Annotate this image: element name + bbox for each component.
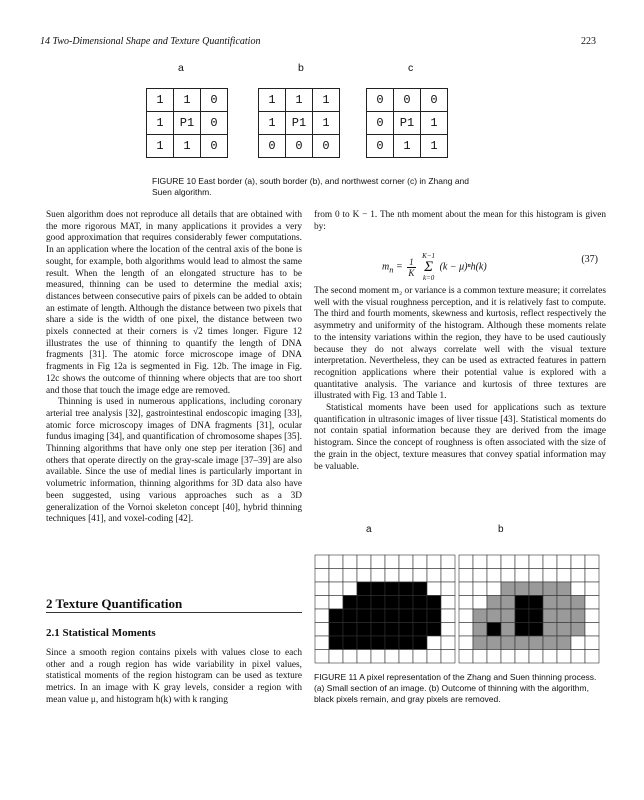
grid-cell: 0 <box>286 135 313 158</box>
pixel-cell <box>473 609 487 623</box>
pixel-cell <box>427 596 441 610</box>
pixel-cell <box>557 596 571 610</box>
pixel-cell <box>557 623 571 637</box>
pixel-cell <box>357 623 371 637</box>
pixel-cell <box>371 623 385 637</box>
pixel-cell <box>371 650 385 664</box>
pixel-cell <box>385 609 399 623</box>
pixel-cell <box>343 636 357 650</box>
pixel-cell <box>441 569 455 583</box>
pixel-cell <box>357 569 371 583</box>
equation-number: (37) <box>581 254 598 265</box>
pixel-cell <box>543 636 557 650</box>
pixel-cell <box>473 623 487 637</box>
grid-cell: 1 <box>174 135 201 158</box>
pixel-cell <box>413 623 427 637</box>
pixel-cell <box>473 555 487 569</box>
pixel-cell <box>385 596 399 610</box>
pixel-cell <box>385 636 399 650</box>
pixel-cell <box>501 569 515 583</box>
paragraph: from 0 to K − 1. The nth moment about the mean for this histogram is given by: <box>314 210 606 232</box>
pixel-cell <box>315 569 329 583</box>
grid-cell: 0 <box>313 135 340 158</box>
pixel-cell <box>427 555 441 569</box>
grid-cell: P1 <box>174 112 201 135</box>
pixel-cell <box>427 569 441 583</box>
pixel-cell <box>459 596 473 610</box>
pixel-cell <box>515 582 529 596</box>
left-column <box>46 210 302 526</box>
pixel-cell <box>515 555 529 569</box>
pixel-cell <box>399 609 413 623</box>
grid-cell: 1 <box>147 135 174 158</box>
pixel-cell <box>315 609 329 623</box>
grid-cell: 0 <box>201 89 228 112</box>
page-number: 223 <box>581 36 596 47</box>
pixel-cell <box>315 596 329 610</box>
equation-37: $m_n$ = $\frac{1}{K} K-1$ Σ k=0 (k − μ)ⁿh(k) (37) <box>382 252 598 282</box>
pixel-cell <box>487 582 501 596</box>
pixel-cell <box>371 569 385 583</box>
pixel-cell <box>427 582 441 596</box>
pixel-cell <box>357 596 371 610</box>
pixel-cell <box>557 636 571 650</box>
grid-cell: P1 <box>286 112 313 135</box>
pixel-cell <box>441 636 455 650</box>
section-body: Since a smooth region contains pixels with values close to each other and a rough region has wide variability in pixel values, statistical moments of the region histogram can be used as texture metrics. In an image with K gray levels, consider a region with mean value μ, and histogram h(k) with k ranging <box>46 648 302 705</box>
pixel-cell <box>529 609 543 623</box>
grid-cell: P1 <box>394 112 421 135</box>
pixel-cell <box>315 636 329 650</box>
pixel-cell <box>529 623 543 637</box>
pixel-cell <box>515 609 529 623</box>
pixel-cell <box>515 623 529 637</box>
pixel-cell <box>557 555 571 569</box>
pixel-cell <box>515 569 529 583</box>
figure-11b-pixel-grid <box>458 554 600 664</box>
pixel-cell <box>501 596 515 610</box>
paragraph: Statistical moments have been used for applications such as texture quantification in ultrasonic images of liver tissue [43]. Statistical moments do not contain spatial information because they are derived from the image histogram. Since the concept of roughness is often associated with the size of the grain in the object, texture measures that convey spatial information may be valuable. <box>314 403 606 472</box>
pixel-cell <box>529 596 543 610</box>
pixel-cell <box>529 650 543 664</box>
pixel-cell <box>501 609 515 623</box>
pixel-cell <box>413 596 427 610</box>
pixel-cell <box>571 609 585 623</box>
pixel-cell <box>357 650 371 664</box>
pixel-cell <box>585 555 599 569</box>
pixel-cell <box>459 636 473 650</box>
paragraph: Thinning is used in numerous applications, including coronary arterial tree analysis [32], gastrointestinal endoscopic imaging [33], atomic force microscopy images of DNA fragments [31], ocular fundus imaging [34], and quantification of chromosome shapes [35]. Thinning algorithms that have only one step per iteration [36] and others that operate directly on the gray-scale image [37–39] are also available. Since the use of medial lines is particularly important in volumetric information, thinning algorithms for 3D data also have been suggested, using various approaches such as a 3D generalization of the Vornoi skeleton concept [40], hybrid thinning techniques [41], and voxel-coding [42]. <box>46 397 302 525</box>
grid-cell: 1 <box>421 112 448 135</box>
pixel-cell <box>385 650 399 664</box>
pixel-cell <box>329 596 343 610</box>
eq-sub: n <box>389 265 394 275</box>
figure-11-label-b: b <box>498 524 504 535</box>
pixel-cell <box>371 582 385 596</box>
pixel-cell <box>399 623 413 637</box>
figure-10-label-c: c <box>408 62 414 74</box>
pixel-cell <box>329 569 343 583</box>
pixel-cell <box>459 569 473 583</box>
figure-10-caption: FIGURE 10 East border (a), south border (b), and northwest corner (c) in Zhang and Suen algorithm. <box>152 176 470 197</box>
grid-cell: 0 <box>367 112 394 135</box>
pixel-cell <box>343 582 357 596</box>
pixel-cell <box>315 650 329 664</box>
pixel-cell <box>585 636 599 650</box>
grid-cell: 1 <box>174 89 201 112</box>
pixel-cell <box>371 636 385 650</box>
pixel-cell <box>399 636 413 650</box>
figure-11-label-a: a <box>366 524 372 535</box>
pixel-cell <box>487 636 501 650</box>
pixel-cell <box>371 609 385 623</box>
pixel-cell <box>357 582 371 596</box>
pixel-cell <box>571 650 585 664</box>
grid-south-border <box>258 88 340 158</box>
grid-cell: 1 <box>313 89 340 112</box>
grid-cell: 1 <box>147 89 174 112</box>
pixel-cell <box>399 582 413 596</box>
grid-cell: 0 <box>367 135 394 158</box>
pixel-cell <box>343 596 357 610</box>
pixel-cell <box>585 569 599 583</box>
pixel-cell <box>515 636 529 650</box>
grid-east-border <box>146 88 228 158</box>
pixel-cell <box>315 623 329 637</box>
pixel-cell <box>501 582 515 596</box>
pixel-cell <box>585 596 599 610</box>
pixel-cell <box>329 582 343 596</box>
pixel-cell <box>315 582 329 596</box>
grid-cell: 0 <box>259 135 286 158</box>
pixel-cell <box>459 609 473 623</box>
pixel-cell <box>343 569 357 583</box>
pixel-cell <box>329 623 343 637</box>
pixel-cell <box>487 650 501 664</box>
pixel-cell <box>343 623 357 637</box>
section-rule <box>46 612 302 613</box>
pixel-cell <box>473 582 487 596</box>
pixel-cell <box>571 582 585 596</box>
pixel-cell <box>343 555 357 569</box>
grid-cell: 0 <box>201 112 228 135</box>
pixel-cell <box>357 555 371 569</box>
eq-lhs: m <box>382 261 390 273</box>
section-heading: 2 Texture Quantification <box>46 596 183 611</box>
grid-cell: 1 <box>394 135 421 158</box>
pixel-cell <box>427 609 441 623</box>
pixel-cell <box>543 569 557 583</box>
pixel-cell <box>501 555 515 569</box>
figure-10-label-a: a <box>178 62 184 74</box>
pixel-cell <box>427 623 441 637</box>
pixel-cell <box>557 609 571 623</box>
pixel-cell <box>329 636 343 650</box>
pixel-cell <box>329 650 343 664</box>
pixel-cell <box>571 623 585 637</box>
pixel-cell <box>413 650 427 664</box>
pixel-cell <box>487 596 501 610</box>
pixel-cell <box>557 569 571 583</box>
pixel-cell <box>399 569 413 583</box>
pixel-cell <box>343 650 357 664</box>
pixel-cell <box>543 623 557 637</box>
pixel-cell <box>371 596 385 610</box>
pixel-cell <box>413 555 427 569</box>
pixel-cell <box>399 555 413 569</box>
grid-northwest-corner <box>366 88 448 158</box>
pixel-cell <box>427 636 441 650</box>
right-column-intro <box>314 210 606 233</box>
pixel-cell <box>413 609 427 623</box>
pixel-cell <box>427 650 441 664</box>
pixel-cell <box>357 636 371 650</box>
pixel-cell <box>399 650 413 664</box>
pixel-cell <box>529 555 543 569</box>
pixel-cell <box>357 609 371 623</box>
pixel-cell <box>515 596 529 610</box>
pixel-cell <box>571 555 585 569</box>
pixel-cell <box>571 596 585 610</box>
grid-cell: 0 <box>394 89 421 112</box>
pixel-cell <box>571 636 585 650</box>
pixel-cell <box>385 582 399 596</box>
pixel-cell <box>441 609 455 623</box>
pixel-cell <box>329 609 343 623</box>
pixel-cell <box>585 582 599 596</box>
pixel-cell <box>473 569 487 583</box>
pixel-cell <box>441 582 455 596</box>
pixel-cell <box>413 636 427 650</box>
pixel-cell <box>413 569 427 583</box>
pixel-cell <box>515 650 529 664</box>
figure-10-label-b: b <box>298 62 304 74</box>
pixel-cell <box>543 609 557 623</box>
pixel-cell <box>441 555 455 569</box>
paragraph: The second moment m₂ or variance is a common texture measure; it correlates well with the visual roughness perception, and it is relatively fast to compute. The third and fourth moments, skewness and kurtosis, reflect respectively the asymmetry and uniformity of the histogram. Although these moments relate to the intensity variations within the region, they have to be used cautiously because they do not always correlate well with the visual texture interpretation. Nevertheless, they can be used as extracted features in pattern recognition applications where their potential value is explored with a quantitative analysis. The variance and kurtosis of three textures are illustrated with Fig. 13 and Table 1. <box>314 286 606 402</box>
running-head <box>40 36 596 47</box>
pixel-cell <box>501 650 515 664</box>
pixel-cell <box>501 623 515 637</box>
pixel-cell <box>543 650 557 664</box>
pixel-cell <box>385 569 399 583</box>
grid-cell: 1 <box>259 89 286 112</box>
pixel-cell <box>441 650 455 664</box>
pixel-cell <box>585 623 599 637</box>
grid-cell: 1 <box>421 135 448 158</box>
grid-cell: 1 <box>147 112 174 135</box>
pixel-cell <box>557 582 571 596</box>
pixel-cell <box>473 596 487 610</box>
grid-cell: 1 <box>313 112 340 135</box>
pixel-cell <box>343 609 357 623</box>
pixel-cell <box>459 582 473 596</box>
pixel-cell <box>571 569 585 583</box>
pixel-cell <box>399 596 413 610</box>
pixel-cell <box>543 555 557 569</box>
eq-rhs: (k − μ)ⁿh(k) <box>439 261 487 273</box>
grid-cell: 1 <box>286 89 313 112</box>
grid-cell: 1 <box>259 112 286 135</box>
pixel-cell <box>459 623 473 637</box>
pixel-cell <box>385 555 399 569</box>
pixel-cell <box>459 555 473 569</box>
grid-cell: 0 <box>201 135 228 158</box>
grid-cell: 0 <box>367 89 394 112</box>
pixel-cell <box>385 623 399 637</box>
pixel-cell <box>543 596 557 610</box>
eq-sum-top: K−1 <box>422 252 436 260</box>
pixel-cell <box>441 596 455 610</box>
pixel-cell <box>473 636 487 650</box>
pixel-cell <box>371 555 385 569</box>
chapter-title: 14 Two-Dimensional Shape and Texture Quantification <box>40 36 261 47</box>
pixel-cell <box>315 555 329 569</box>
figure-11-caption: FIGURE 11 A pixel representation of the Zhang and Suen thinning process. (a) Small section of an image. (b) Outcome of thinning with the algorithm, black pixels remain, and gray pixels are removed. <box>314 672 597 704</box>
pixel-cell <box>441 623 455 637</box>
paragraph: Suen algorithm does not reproduce all details that are obtained with the more rigorous MAT, in many applications it provides a very good approximation that requires considerably fewer computations. In an application where the location of the central axis of the bone is sought, for example, both algorithms would lead to almost the same result. When the length of an elongated structure has to be measured, thinning can be used to determine the medial axis; distances between consecutive pairs of pixels can be added to obtain an estimate of length. Although the distance between two pixels that share a side is the width of one pixel, the distance between two pixels connected at their corners is √2 times longer. Figure 12 illustrates the use of thinning to quantify the length of DNA fragments [31]. The atomic force microscope image of DNA fragments in Fig 12a is segmented in Fig. 12b. The image in Fig. 12c shows the outcome of thinning where objects that are too short and those that touch the image edge are removed. <box>46 210 302 396</box>
pixel-cell <box>487 555 501 569</box>
pixel-cell <box>585 609 599 623</box>
eq-num: 1 <box>409 256 414 267</box>
eq-sum-bottom: k=0 <box>422 274 435 282</box>
pixel-cell <box>529 582 543 596</box>
pixel-cell <box>487 623 501 637</box>
pixel-cell <box>529 636 543 650</box>
pixel-cell <box>413 582 427 596</box>
pixel-cell <box>473 650 487 664</box>
pixel-cell <box>329 555 343 569</box>
figure-11a-pixel-grid <box>314 554 456 664</box>
pixel-cell <box>557 650 571 664</box>
pixel-cell <box>543 582 557 596</box>
pixel-cell <box>487 609 501 623</box>
pixel-cell <box>585 650 599 664</box>
right-column <box>314 286 606 473</box>
grid-cell: 0 <box>421 89 448 112</box>
pixel-cell <box>459 650 473 664</box>
pixel-cell <box>501 636 515 650</box>
pixel-cell <box>487 569 501 583</box>
pixel-cell <box>529 569 543 583</box>
subsection-heading: 2.1 Statistical Moments <box>46 627 156 639</box>
eq-den: K <box>408 267 415 278</box>
